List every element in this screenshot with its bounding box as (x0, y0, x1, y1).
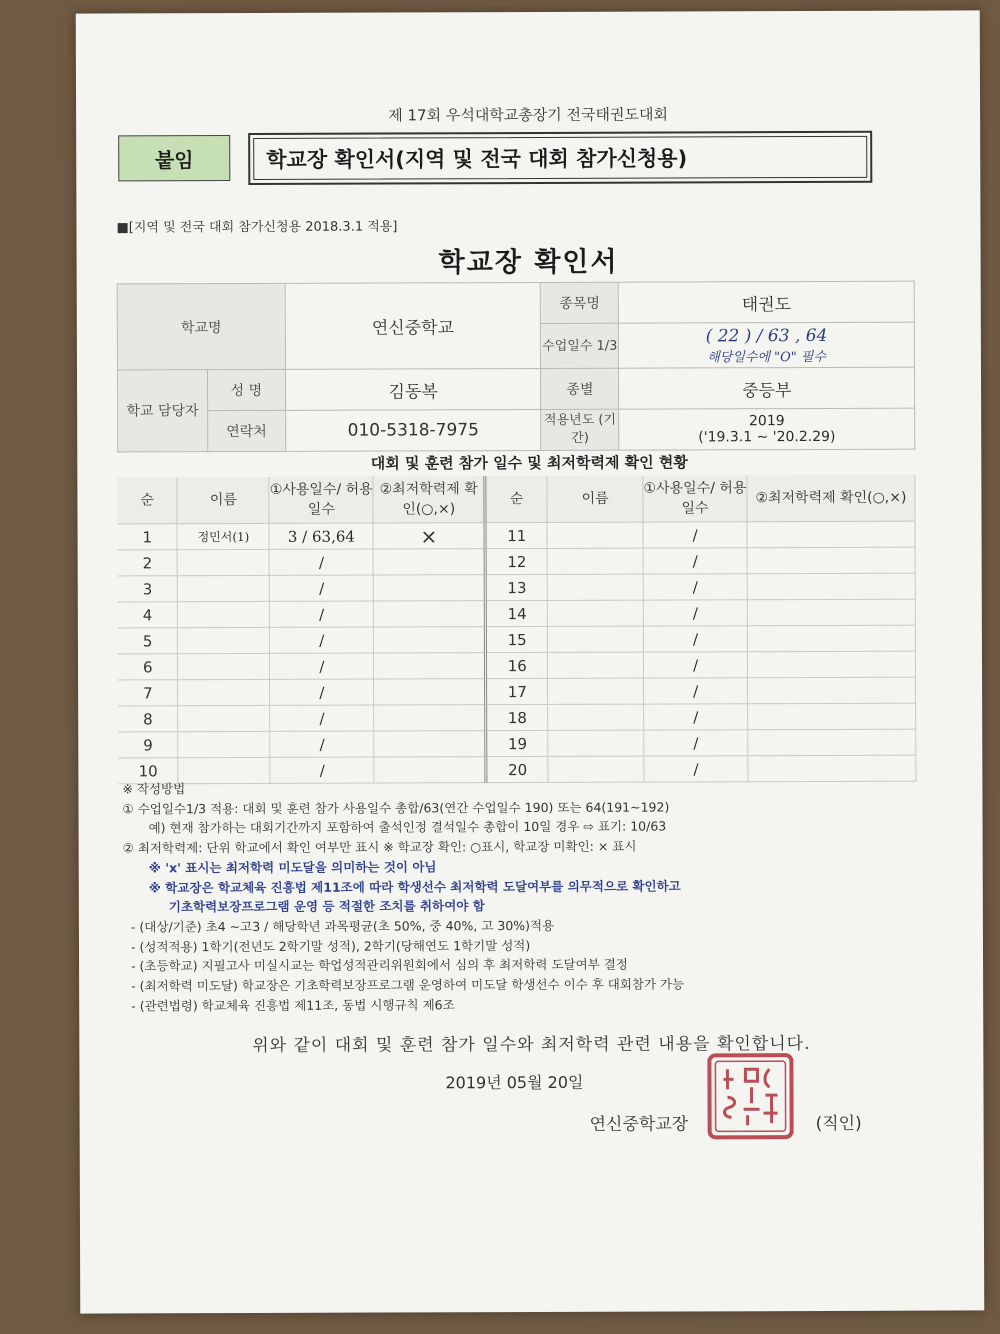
days-used: / (644, 730, 748, 756)
days-used: / (270, 705, 374, 731)
student-name (548, 652, 644, 678)
banner-box (248, 131, 872, 185)
attachment-badge: 붙임 (118, 135, 230, 181)
document-paper (76, 10, 985, 1313)
official-seal-icon (705, 1051, 795, 1141)
row-number: 16 (486, 652, 548, 678)
min-grade-check: × (373, 523, 485, 549)
year-cell (619, 408, 915, 450)
min-grade-check (374, 575, 486, 601)
row-number: 15 (486, 626, 548, 652)
min-grade-check (374, 601, 486, 627)
row-number: 9 (118, 732, 178, 758)
sport-label: 종목명 (541, 282, 619, 323)
student-name (178, 731, 270, 757)
days-used: / (644, 678, 748, 704)
student-name (547, 600, 643, 626)
row-number: 5 (118, 628, 178, 654)
seal-label: (직인) (815, 1113, 862, 1135)
days-used: / (270, 653, 374, 679)
days-label: 수업일수 1/3 (541, 323, 619, 368)
notes-line: 예) 현재 참가하는 대회기간까지 포함하여 출석인정 결석일수 총합이 10일 경우 ⇨ 표기: 10/63 (148, 818, 667, 836)
row-number: 12 (485, 548, 547, 574)
row-number: 19 (486, 730, 548, 756)
notes-line: - (대상/기준) 초4 ~고3 / 해당학년 과목평균(초 50%, 중 40%, 고 30%)적용 (130, 917, 555, 935)
notes-line: - (관련법령) 학교체육 진흥법 제11조, 동법 시행규칙 제6조 (131, 996, 455, 1014)
table-row (118, 521, 916, 550)
min-grade-check (748, 651, 916, 678)
notes-line: - (초등학교) 지필고사 미실시교는 학업성적관리위원회에서 심의 후 최저학력 도달여부 결정 (131, 956, 628, 974)
notes-line: 기초학력보장프로그램 운영 등 적절한 조치를 취하여야 함 (168, 898, 485, 915)
min-grade-check (374, 679, 486, 705)
days-cell (619, 322, 915, 368)
min-grade-check (373, 549, 485, 575)
table-row (118, 599, 916, 628)
student-name (547, 574, 643, 600)
row-number: 14 (486, 600, 548, 626)
notes-line: ※ 'x' 표시는 최저학력 미도달을 의미하는 것이 아님 (148, 859, 437, 876)
min-grade-check (374, 653, 486, 679)
instructions (122, 777, 923, 1016)
row-number: 8 (118, 706, 178, 732)
table-row (118, 651, 916, 680)
info-table (117, 281, 916, 453)
student-name (548, 730, 644, 756)
row-number: 1 (118, 524, 178, 550)
notes-line: ※ 학교장은 학교체육 진흥법 제11조에 따라 학생선수 최저학력 도달여부를 의무적으로 확인하고 (148, 877, 681, 895)
days-used: / (643, 522, 747, 548)
header-cell: 순 (117, 477, 177, 524)
header-cell: ②최저학력제 확인(○,×) (373, 476, 485, 523)
days-used: / (270, 679, 374, 705)
row-number: 10 (118, 758, 178, 784)
row-number: 11 (485, 522, 547, 548)
row-number: 20 (486, 756, 548, 782)
min-grade-check (747, 573, 915, 600)
manager-label: 학교 담당자 (117, 370, 207, 452)
days-used: / (644, 626, 748, 652)
header-cell: ①사용일수/ 허용일수 (269, 477, 373, 524)
notes-line: - (최저학력 미도달) 학교장은 기초학력보장프로그램 운영하여 미도달 학생선수 이수 후 대회참가 가능 (131, 976, 685, 994)
student-name (178, 549, 270, 575)
student-name (178, 575, 270, 601)
row-number: 4 (118, 602, 178, 628)
school-label: 학교명 (117, 283, 285, 370)
row-number: 7 (118, 680, 178, 706)
category-value: 중등부 (619, 367, 915, 409)
notes-line: ② 최저학력제: 단위 학교에서 확인 여부만 표시 ※ 학교장 확인: ○표시, 학교장 미확인: × 표시 (122, 838, 637, 856)
name-value: 김동복 (285, 368, 541, 410)
document-title: 학교장 확인서 (438, 246, 619, 279)
contact-value: 010-5318-7975 (285, 409, 541, 451)
days-used: / (643, 600, 747, 626)
student-name (178, 627, 270, 653)
table-row (118, 573, 916, 602)
table-row (118, 677, 916, 706)
student-name (548, 626, 644, 652)
min-grade-check (747, 521, 915, 548)
year-value: 2019 (748, 413, 785, 430)
table-row (118, 547, 916, 576)
row-number: 6 (118, 654, 178, 680)
student-name: 정민서(1) (177, 523, 269, 549)
participation-table (117, 475, 916, 785)
confirmation-statement: 위와 같이 대회 및 훈련 참가 일수와 최저학력 관련 내용을 확인합니다. (252, 1034, 811, 1056)
min-grade-check (748, 677, 916, 704)
student-name (548, 678, 644, 704)
days-used: / (270, 601, 374, 627)
table-row (118, 729, 916, 758)
year-label: 적용년도 (기간) (541, 409, 619, 450)
name-label: 성 명 (207, 369, 285, 410)
sport-value: 태권도 (619, 281, 915, 323)
table-header-row (117, 475, 915, 524)
table-body (118, 521, 916, 784)
row-number: 17 (486, 678, 548, 704)
min-grade-check (747, 599, 915, 626)
days-used: 3 / 63,64 (269, 523, 373, 549)
days-used: / (270, 757, 374, 783)
header-cell: ①사용일수/ 허용일수 (643, 475, 747, 522)
student-name (178, 601, 270, 627)
student-name (548, 704, 644, 730)
days-used: / (270, 575, 374, 601)
days-used: / (644, 756, 748, 782)
days-used: / (643, 574, 747, 600)
header-cell: 이름 (547, 476, 643, 523)
days-used: / (269, 549, 373, 575)
min-grade-check (748, 729, 916, 756)
min-grade-check (374, 731, 486, 757)
banner-title: 학교장 확인서(지역 및 전국 대회 참가신청용) (253, 136, 867, 180)
min-grade-check (748, 703, 916, 730)
row-number: 3 (118, 576, 178, 602)
days-value: ( 22 ) / 63 , 64 (705, 325, 828, 346)
header-cell: 이름 (177, 477, 269, 524)
table-row (118, 703, 916, 732)
section-title: 대회 및 훈련 참가 일수 및 최저학력제 확인 현황 (370, 453, 688, 473)
min-grade-check (747, 547, 915, 574)
row-number: 2 (118, 550, 178, 576)
days-used: / (644, 704, 748, 730)
notes-line: ① 수업일수1/3 적용: 대회 및 훈련 참가 사용일수 총합/63(연간 수업일수 190) 또는 64(191~192) (122, 799, 670, 817)
min-grade-check (374, 627, 486, 653)
issue-date: 2019년 05월 20일 (445, 1072, 584, 1093)
days-used: / (644, 652, 748, 678)
min-grade-check (747, 625, 915, 652)
school-value: 연신중학교 (285, 282, 541, 369)
student-name (178, 679, 270, 705)
category-label: 종별 (541, 368, 619, 409)
applicability-note: ■[지역 및 전국 대회 참가신청용 2018.3.1 적용] (116, 219, 398, 236)
header-cell: 순 (485, 476, 547, 523)
days-used: / (270, 731, 374, 757)
event-title: 제 17회 우석대학교총장기 전국태권도대회 (388, 105, 668, 125)
row-number: 13 (485, 574, 547, 600)
table-row (118, 625, 916, 654)
student-name (178, 705, 270, 731)
days-used: / (643, 548, 747, 574)
header-cell: ②최저학력제 확인(○,×) (747, 475, 915, 522)
student-name (547, 548, 643, 574)
min-grade-check (374, 705, 486, 731)
row-number: 18 (486, 704, 548, 730)
notes-heading: ※ 작성방법 (122, 781, 186, 797)
days-used: / (270, 627, 374, 653)
year-period: ('19.3.1 ~ '20.2.29) (698, 428, 836, 446)
principal-title: 연신중학교장 (589, 1114, 689, 1135)
contact-label: 연락처 (207, 410, 285, 451)
days-note: 해당일수에 "O" 필수 (707, 349, 827, 365)
student-name (178, 653, 270, 679)
student-name (547, 522, 643, 548)
notes-line: - (성적적용) 1학기(전년도 2학기말 성적), 2학기(당해연도 1학기말 성적) (130, 937, 531, 955)
